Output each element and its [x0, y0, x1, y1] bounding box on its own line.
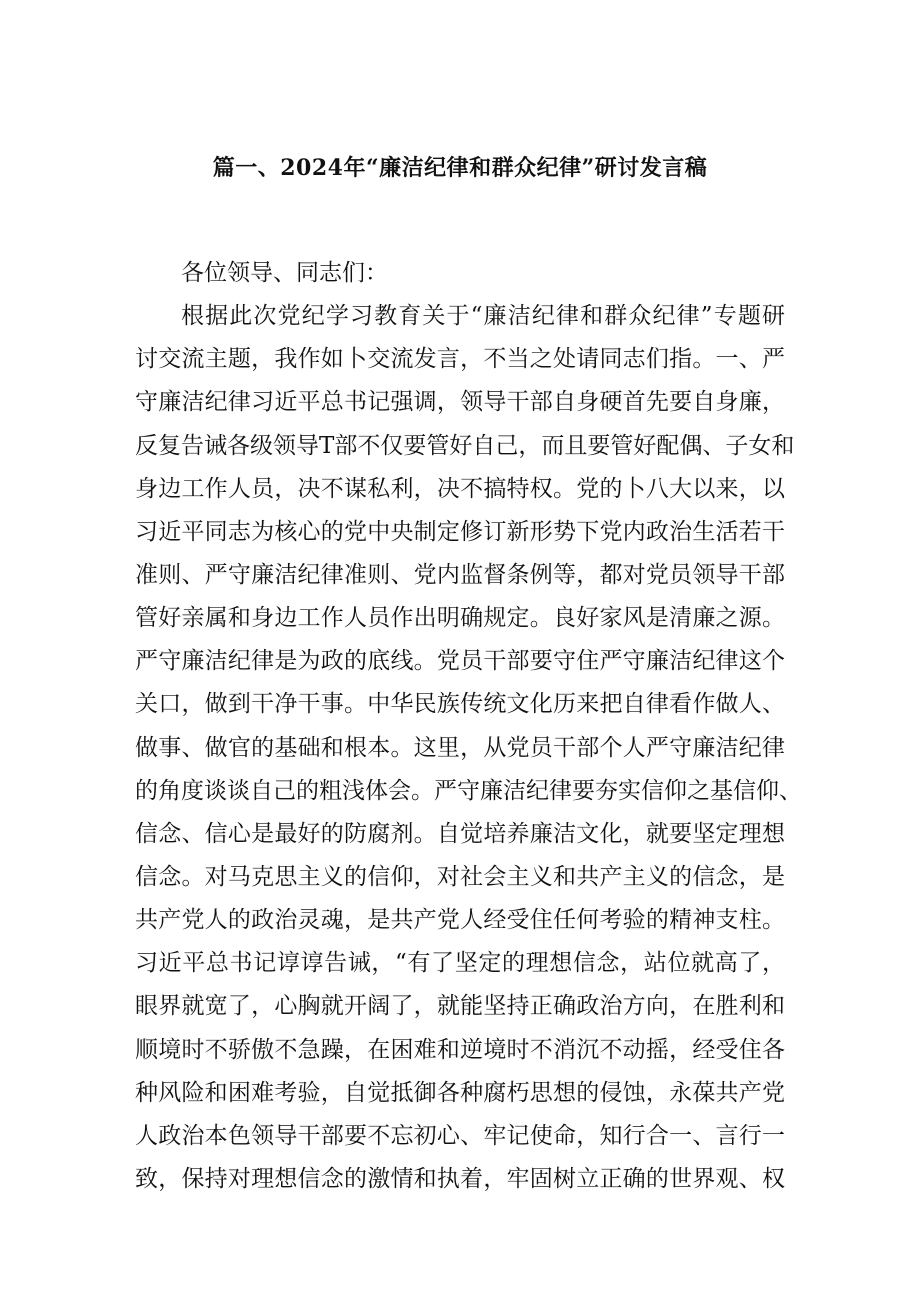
paragraph-line: 人政治本色领导干部要不忘初心、牢记使命，知行合一、言行一 [135, 1122, 785, 1149]
paragraph-line: 关口，做到干净干事。中华民族传统文化历来把自律看作做人、 [135, 691, 785, 718]
paragraph-line: 致，保持对理想信念的激情和执着，牢固树立正确的世界观、权 [135, 1165, 785, 1192]
document-body [135, 252, 802, 1201]
paragraph-line: 身边工作人员，决不谋私利，决不搞特权。党的卜八大以来，以 [135, 475, 785, 502]
paragraph-line: 守廉洁纪律习近平总书记强调，领导干部自身硬首先要自身廉， [135, 389, 785, 416]
paragraph-line: 根据此次党纪学习教育关于“廉洁纪律和群众纪律”专题研 [181, 303, 785, 330]
paragraph-line: 严守廉洁纪律是为政的底线。党员干部要守住严守廉洁纪律这个 [135, 648, 785, 675]
paragraph-line: 信念。对马克思主义的信仰，对社会主义和共产主义的信念，是 [135, 863, 785, 890]
paragraph-line: 的角度谈谈自己的粗浅体会。严守廉洁纪律要夯实信仰之基信仰、 [135, 777, 802, 804]
paragraph-line: 种风险和困难考验，自觉抵御各种腐朽思想的侵蚀，永葆共产党 [135, 1079, 785, 1106]
paragraph-line: 反复告诫各级领导T部不仅要管好自己，而且要管好配偶、子女和 [135, 432, 795, 459]
greeting-line: 各位领导、同志们： [181, 260, 388, 286]
paragraph-line: 共产党人的政治灵魂，是共产党人经受住任何考验的精神支柱。 [135, 907, 785, 934]
paragraph-line: 讨交流主题，我作如卜交流发言，不当之处请同志们指。一、严 [135, 346, 785, 373]
paragraph-line: 信念、信心是最好的防腐剂。自觉培养廉洁文化，就要坚定理想 [135, 820, 785, 847]
paragraph-line: 做事、做官的基础和根本。这里，从党员干部个人严守廉洁纪律 [135, 734, 785, 761]
document-title: 篇一、2024年“廉洁纪律和群众纪律”研讨发言稿 [212, 155, 708, 181]
paragraph-line: 顺境时不骄傲不急躁，在困难和逆境时不消沉不动摇，经受住各 [135, 1036, 785, 1063]
paragraph-line: 习近平总书记谆谆告诫，“有了坚定的理想信念，站位就高了， [135, 950, 785, 977]
paragraph-line: 习近平同志为核心的党中央制定修订新形势下党内政治生活若干 [135, 518, 785, 545]
paragraph-line: 眼界就宽了，心胸就开阔了，就能坚持正确政治方向，在胜利和 [135, 993, 785, 1020]
paragraph-line: 管好亲属和身边工作人员作出明确规定。良好家风是清廉之源。 [135, 605, 785, 632]
paragraph-line: 准则、严守廉洁纪律准则、党内监督条例等，都对党员领导干部 [135, 561, 785, 588]
